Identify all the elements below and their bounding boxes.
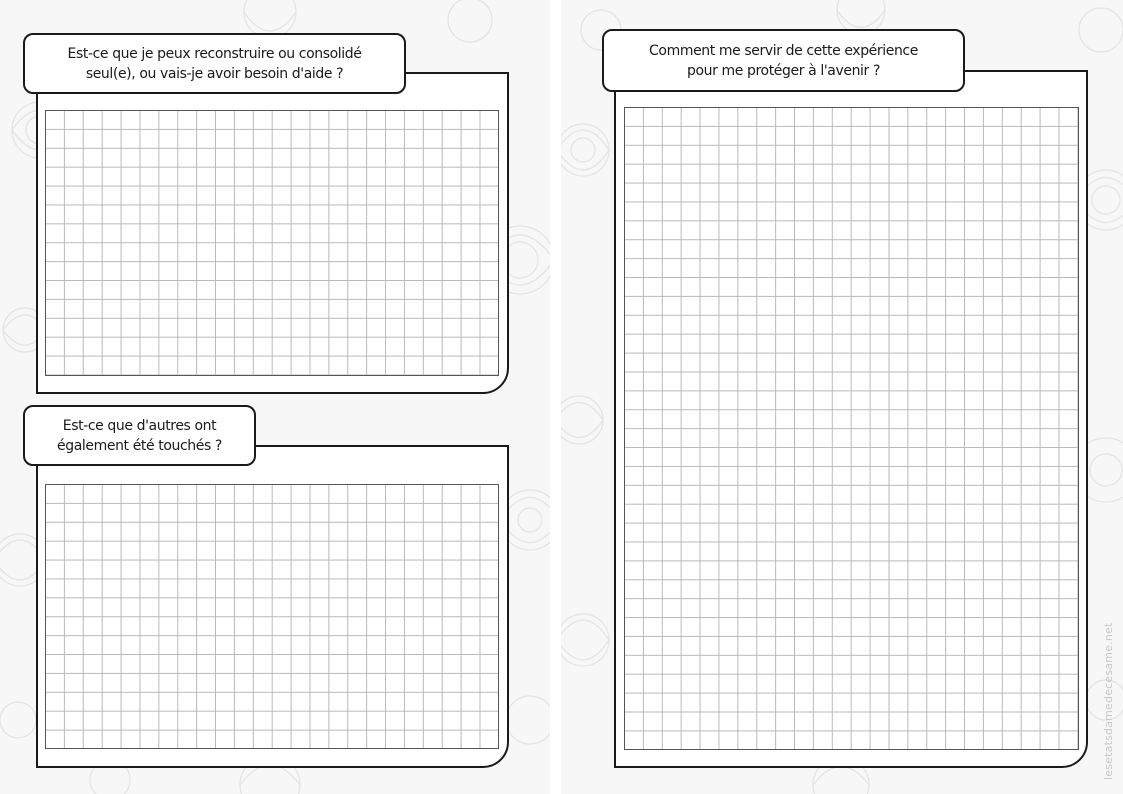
question-line: pour me protéger à l'avenir ? — [686, 62, 880, 79]
website-watermark: lesetatsdamedecesame.net — [1102, 622, 1115, 780]
grid-writing-area-rebuild[interactable] — [45, 110, 499, 376]
question-line: seul(e), ou vais-je avoir besoin d'aide ? — [85, 65, 344, 82]
question-line: Comment me servir de cette expérience — [649, 42, 918, 59]
question-label-rebuild — [23, 33, 406, 94]
grid-writing-area-experience[interactable] — [624, 107, 1079, 750]
question-label-others — [23, 405, 256, 466]
question-label-experience — [602, 29, 965, 92]
question-line: Est-ce que d'autres ont — [62, 417, 217, 434]
page-divider — [552, 0, 559, 794]
question-line: également été touchés ? — [57, 437, 222, 454]
grid-writing-area-others[interactable] — [45, 484, 499, 749]
question-line: Est-ce que je peux reconstruire ou consolidé — [67, 45, 362, 62]
